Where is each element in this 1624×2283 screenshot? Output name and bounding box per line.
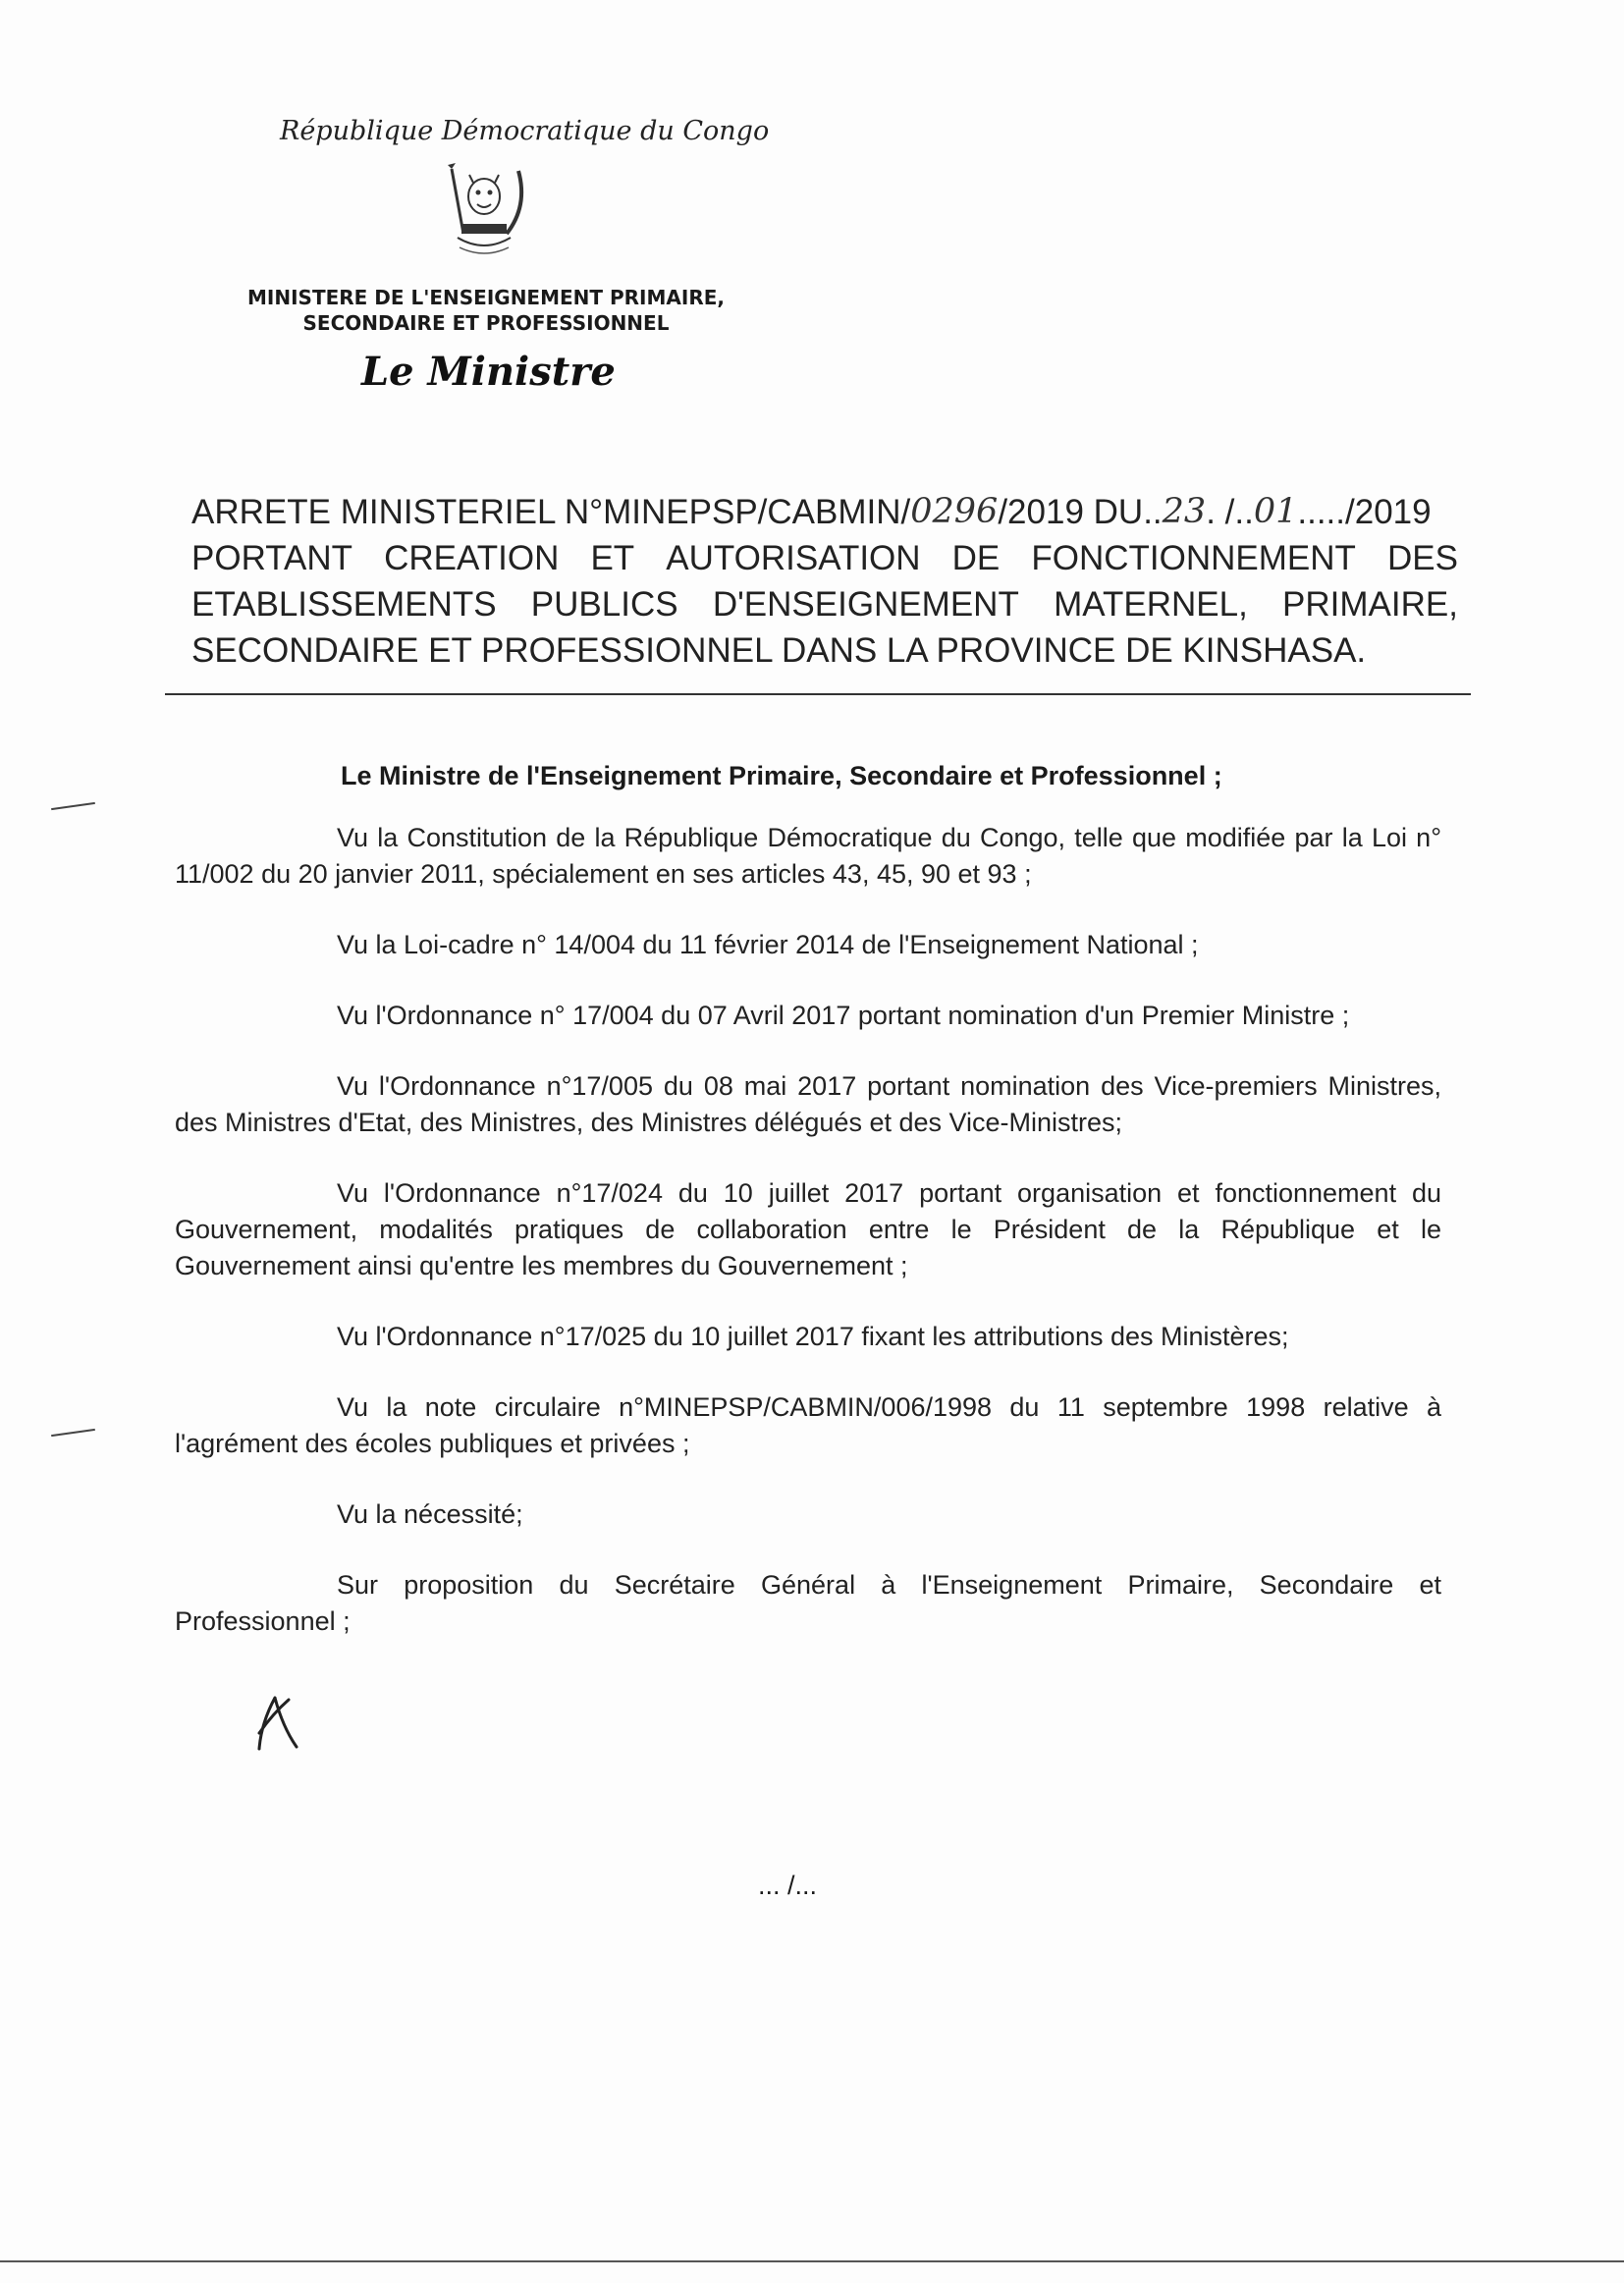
bottom-rule — [0, 2260, 1624, 2262]
preamble-body — [175, 820, 1441, 1674]
preamble-paragraph: Sur proposition du Secrétaire Général à l'Enseignement Primaire, Secondaire et Professionnel ; — [175, 1570, 1441, 1636]
ministry-name-line2: SECONDAIRE ET PROFESSIONNEL — [302, 311, 670, 335]
decree-title-line1: ARRETE MINISTERIEL N°MINEPSP/CABMIN/ 0296 /2019 DU .. 23 . /.. 01 ..... /2019 — [191, 489, 1458, 535]
title-word: ET — [590, 539, 635, 577]
title-word: MATERNEL, — [1054, 585, 1248, 624]
title-word: DE — [951, 539, 1001, 577]
handwritten-initial — [253, 1694, 302, 1753]
title-word: DES — [1387, 539, 1458, 577]
preamble-paragraph: Vu l'Ordonnance n°17/005 du 08 mai 2017 portant nomination des Vice-premiers Ministres, des Ministres d'Etat, des Ministres, des Ministres délégués et des Vice-Ministres; — [175, 1071, 1441, 1137]
decree-year-label: /2019 DU — [998, 493, 1144, 531]
title-word: AUTORISATION — [666, 539, 921, 577]
decree-number-handwritten: 0296 — [910, 492, 999, 531]
ministry-name — [231, 285, 741, 336]
preamble-paragraph: Vu l'Ordonnance n°17/024 du 10 juillet 2017 portant organisation et fonctionnement du Gouvernement, modalités pratiques de collaboration entre le Président de la République et le Gouvernement ainsi qu'entre les membres du Gouvernement ; — [175, 1178, 1441, 1280]
decree-date-year: /2019 — [1345, 493, 1432, 531]
minister-title: Le Ministre — [361, 349, 616, 395]
title-word: ETABLISSEMENTS — [191, 585, 497, 624]
title-word: PUBLICS — [530, 585, 678, 624]
title-underline — [165, 693, 1471, 695]
title-line4-text: SECONDAIRE ET PROFESSIONNEL DANS LA PROVINCE DE KINSHASA. — [191, 631, 1367, 670]
title-word: D'ENSEIGNEMENT — [712, 585, 1019, 624]
decree-title-line3 — [191, 581, 1458, 627]
page-continuation: ... /... — [758, 1871, 818, 1900]
title-word: FONCTIONNEMENT — [1031, 539, 1356, 577]
decree-number-prefix: ARRETE MINISTERIEL N°MINEPSP/CABMIN/ — [191, 493, 911, 531]
preamble-paragraph: Vu l'Ordonnance n° 17/004 du 07 Avril 2017 portant nomination d'un Premier Ministre ; — [337, 1001, 1350, 1030]
decree-title — [191, 489, 1458, 674]
decree-date-month: 01 — [1253, 492, 1298, 531]
preamble-paragraph: Vu la Loi-cadre n° 14/004 du 11 février 2014 de l'Enseignement National ; — [337, 930, 1199, 959]
preamble-paragraph: Vu la Constitution de la République Démocratique du Congo, telle que modifiée par la Loi n° 11/002 du 20 janvier 2011, spécialement en ses articles 43, 45, 90 et 93 ; — [175, 823, 1441, 889]
preamble-paragraph: Vu la note circulaire n°MINEPSP/CABMIN/006/1998 du 11 septembre 1998 relative à l'agrément des écoles publiques et privées ; — [175, 1392, 1441, 1458]
title-word: PRIMAIRE, — [1282, 585, 1458, 624]
republic-header: République Démocratique du Congo — [280, 116, 770, 146]
preamble-paragraph: Vu la nécessité; — [337, 1499, 523, 1529]
coat-of-arms-emblem — [430, 157, 538, 265]
decree-title-line4 — [191, 627, 1458, 674]
decree-date-day: 23 — [1162, 492, 1207, 531]
ministry-name-line1: MINISTERE DE L'ENSEIGNEMENT PRIMAIRE, — [247, 286, 725, 309]
title-word: CREATION — [384, 539, 560, 577]
decree-title-line2 — [191, 535, 1458, 581]
preamble-paragraph: Vu l'Ordonnance n°17/025 du 10 juillet 2017 fixant les attributions des Ministères; — [337, 1322, 1289, 1351]
preamble-heading: Le Ministre de l'Enseignement Primaire, Secondaire et Professionnel ; — [341, 761, 1222, 790]
margin-scan-mark — [51, 1429, 95, 1437]
margin-scan-mark — [51, 802, 95, 810]
title-word: PORTANT — [191, 539, 352, 577]
